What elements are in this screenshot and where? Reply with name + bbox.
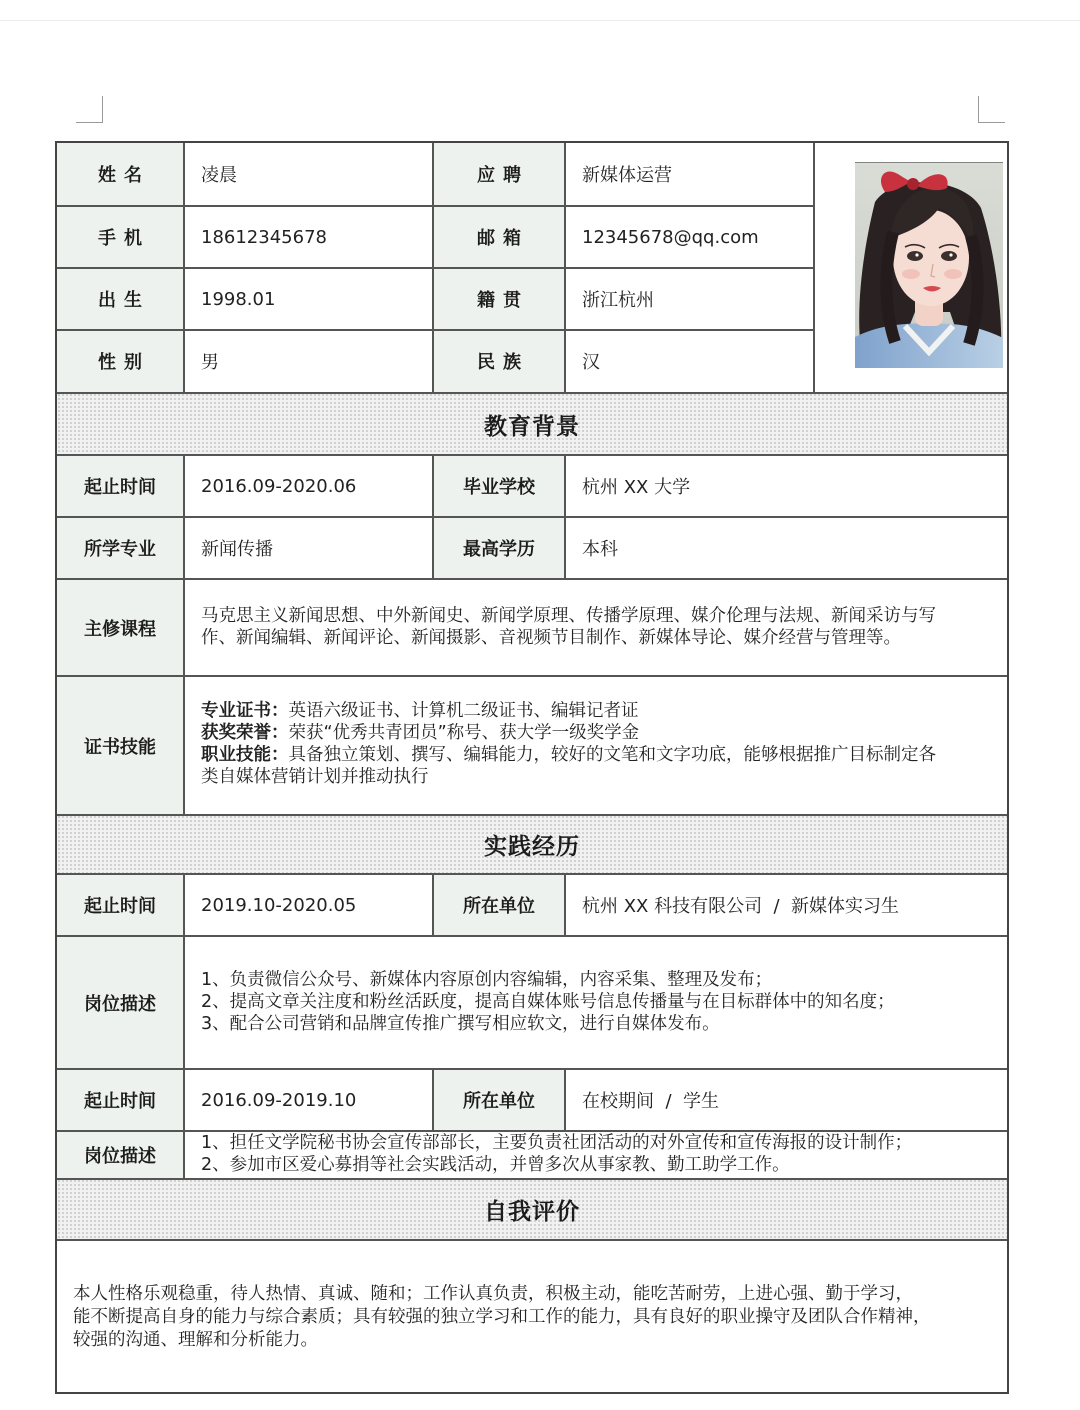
courses-text [201, 605, 1001, 649]
skills-text [201, 700, 1001, 788]
ability-label: 职业技能： [201, 745, 289, 765]
page-top-divider [0, 20, 1080, 21]
major-label: 所学专业 [84, 539, 156, 560]
self-eval-line: 本人性格乐观稳重，待人热情、真诚、随和；工作认真负责，积极主动，能吃苦耐劳，上进心强、勤于学习， [73, 1284, 913, 1304]
portrait-photo-icon [855, 162, 1003, 368]
education-header [57, 393, 1007, 455]
grid-line [57, 392, 1007, 394]
exp2-desc-label: 岗位描述 [84, 1146, 156, 1167]
honor-label: 获奖荣誉： [201, 723, 289, 743]
exp1-desc-text [201, 969, 1001, 1035]
exp1-period-label: 起止时间 [84, 896, 156, 917]
birth-value: 1998.01 [201, 288, 276, 310]
exp2-org-label: 所在单位 [463, 1091, 535, 1112]
cert-line [201, 700, 1001, 722]
exp2-desc-line: 1、担任文学院秘书协会宣传部部长，主要负责社团活动的对外宣传和宣传海报的设计制作； [201, 1133, 913, 1153]
ability-line [201, 744, 1001, 766]
courses-line: 马克思主义新闻思想、中外新闻史、新闻学原理、传播学原理、媒介伦理与法规、新闻采访与写 [201, 606, 936, 626]
exp1-desc-line: 2、提高文章关注度和粉丝活跃度，提高自媒体账号信息传播量与在目标群体中的知名度； [201, 992, 895, 1012]
exp1-desc-line: 3、配合公司营销和品牌宣传推广撰写相应软文，进行自媒体发布。 [201, 1014, 720, 1034]
exp2-desc-line: 2、参加市区爱心募捐等社会实践活动，并曾多次从事家教、勤工助学工作。 [201, 1155, 790, 1175]
self-eval-title: 自我评价 [484, 1199, 580, 1225]
grid-line [57, 675, 1007, 677]
practice-title: 实践经历 [484, 834, 580, 860]
school-label: 毕业学校 [463, 477, 535, 498]
position-value: 新媒体运营 [582, 165, 672, 186]
grid-line [57, 1178, 1007, 1180]
phone-value: 18612345678 [201, 226, 327, 248]
exp1-desc-label: 岗位描述 [84, 993, 156, 1015]
crop-mark-left [76, 96, 103, 123]
exp1-period-value: 2019.10-2020.05 [201, 894, 357, 916]
degree-label: 最高学历 [463, 539, 535, 560]
school-value: 杭州 XX 大学 [582, 477, 691, 498]
self-eval-line: 较强的沟通、理解和分析能力。 [73, 1330, 318, 1350]
self-eval-text [73, 1283, 998, 1352]
email-label: 邮箱 [477, 228, 529, 249]
major-value: 新闻传播 [201, 539, 273, 560]
email-value: 12345678@qq.com [582, 226, 759, 248]
edu-period-value: 2016.09-2020.06 [201, 475, 357, 497]
courses-line: 作、新闻编辑、新闻评论、新闻摄影、音视频节目制作、新媒体导论、媒介经营与管理等。 [201, 628, 901, 648]
degree-value: 本科 [582, 539, 618, 560]
ability-line: 类自媒体营销计划并推动执行 [201, 767, 429, 787]
ethnicity-value: 汉 [582, 352, 600, 373]
self-eval-line: 能不断提高自身的能力与综合素质；具有较强的独立学习和工作的能力，具有良好的职业操守及团队合作精神， [73, 1307, 931, 1327]
practice-header [57, 815, 1007, 874]
honor-line [201, 722, 1001, 744]
cert-value: 英语六级证书、计算机二级证书、编辑记者证 [288, 701, 639, 721]
grid-line [57, 814, 1007, 816]
name-label: 姓名 [98, 165, 150, 186]
honor-value: 荣获“优秀共青团员”称号、获大学一级奖学金 [288, 723, 640, 743]
cert-label: 专业证书： [201, 701, 289, 721]
resume-table [55, 141, 1009, 1394]
gender-label: 性别 [98, 352, 150, 373]
exp2-period-value: 2016.09-2019.10 [201, 1089, 357, 1111]
exp2-desc-text [201, 1132, 1001, 1176]
skills-label: 证书技能 [84, 736, 156, 758]
hometown-label: 籍贯 [477, 290, 529, 311]
position-label: 应聘 [477, 165, 529, 186]
ethnicity-label: 民族 [477, 352, 529, 373]
birth-label: 出生 [98, 290, 150, 311]
gender-value: 男 [201, 352, 219, 373]
phone-label: 手机 [98, 228, 150, 249]
exp1-desc-line: 1、负责微信公众号、新媒体内容原创内容编辑，内容采集、整理及发布； [201, 970, 773, 990]
name-value: 凌晨 [201, 165, 237, 186]
self-eval-header [57, 1179, 1007, 1240]
exp2-period-label: 起止时间 [84, 1091, 156, 1112]
crop-mark-right [978, 96, 1005, 123]
exp1-org-label: 所在单位 [463, 896, 535, 917]
exp1-org-value: 杭州 XX 科技有限公司 / 新媒体实习生 [582, 896, 900, 917]
education-title: 教育背景 [484, 413, 580, 440]
hometown-value: 浙江杭州 [582, 290, 654, 311]
exp2-org-value: 在校期间 / 学生 [582, 1091, 719, 1112]
courses-label: 主修课程 [84, 618, 156, 640]
ability-value: 具备独立策划、撰写、编辑能力，较好的文笔和文字功底，能够根据推广目标制定各 [288, 745, 936, 765]
grid-line [813, 143, 815, 393]
grid-line [57, 1239, 1007, 1241]
edu-period-label: 起止时间 [84, 477, 156, 498]
